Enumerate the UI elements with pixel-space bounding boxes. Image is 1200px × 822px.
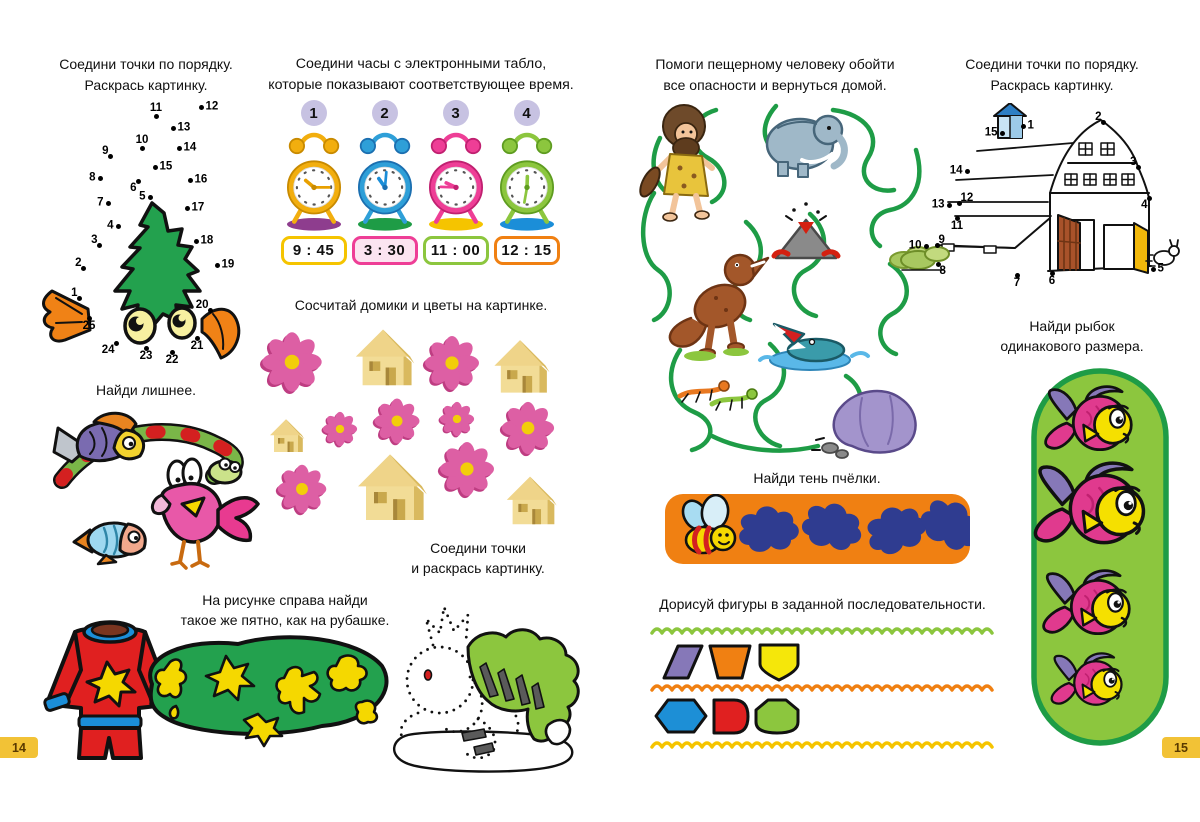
title-find-fish xyxy=(952,316,1192,357)
display-time: 3 : 30 xyxy=(363,242,406,259)
title-line: Дорисуй фигуры в заданной последовательности. xyxy=(659,596,986,612)
dot-3[interactable]: 3 xyxy=(97,243,102,248)
dinosaur xyxy=(670,255,768,364)
stain-small[interactable] xyxy=(356,701,377,724)
house[interactable] xyxy=(350,448,430,528)
shape-parallelogram-purple[interactable] xyxy=(664,646,702,678)
dot-7[interactable]: 7 xyxy=(106,201,111,206)
shadow-layer[interactable] xyxy=(739,494,970,560)
dot-to-dot-puzzle-left[interactable] xyxy=(30,95,260,367)
title-maze xyxy=(622,54,928,96)
digital-display-4[interactable] xyxy=(494,236,560,265)
clock-column-2 xyxy=(349,100,420,265)
shape-shield-yellow[interactable] xyxy=(760,645,798,680)
clock-number-badge: 2 xyxy=(372,100,398,126)
dot-4[interactable]: 4 xyxy=(116,224,121,229)
title-count-houses xyxy=(258,295,584,316)
wavy-line-yellow xyxy=(650,739,994,751)
bee xyxy=(678,494,735,553)
title-line: и раскрась картинку. xyxy=(411,560,545,577)
title-line: Помоги пещерному человеку обойти xyxy=(655,56,895,72)
clock-number-badge: 3 xyxy=(443,100,469,126)
clock-column-3 xyxy=(420,100,491,265)
clock-column-4 xyxy=(491,100,562,265)
dotted-creature-picture[interactable] xyxy=(378,585,593,775)
dot-15[interactable]: 15 xyxy=(1000,131,1005,136)
dot-25[interactable]: 25 xyxy=(87,316,92,321)
title-line: Найди лишнее. xyxy=(95,382,196,398)
title-line: Соедини точки xyxy=(430,540,526,556)
title-dot-to-dot-right xyxy=(928,54,1176,96)
dot-2[interactable]: 2 xyxy=(1101,120,1106,125)
dot-10[interactable]: 10 xyxy=(924,244,929,249)
title-sequence xyxy=(650,594,995,615)
bee-shadow-picture[interactable] xyxy=(665,494,970,564)
house[interactable] xyxy=(349,324,417,392)
stain-splat[interactable] xyxy=(244,714,282,746)
house[interactable] xyxy=(266,416,306,456)
title-line: такое же пятно, как на рубашке. xyxy=(180,612,390,629)
yellow-door xyxy=(1104,223,1148,273)
dot-11[interactable]: 11 xyxy=(955,216,960,221)
dot-6[interactable]: 6 xyxy=(136,179,141,184)
bee-shadow-sym-2[interactable] xyxy=(798,496,869,558)
shape-trapezoid-orange[interactable] xyxy=(710,646,750,678)
connect-lines xyxy=(936,143,1073,248)
rock xyxy=(812,391,916,458)
title-line: Соедини точки по порядку. xyxy=(965,56,1139,72)
dot-2[interactable]: 2 xyxy=(81,266,86,271)
dot-1[interactable]: 1 xyxy=(77,296,82,301)
dot-8[interactable]: 8 xyxy=(936,262,941,267)
crocodile xyxy=(760,324,868,370)
display-time: 12 : 15 xyxy=(501,242,552,259)
dot-18[interactable]: 18 xyxy=(194,239,199,244)
dot-6[interactable]: 6 xyxy=(1050,271,1055,276)
alarm-clock-1[interactable] xyxy=(278,130,350,234)
dot-3[interactable]: 3 xyxy=(1136,165,1141,170)
clock-number-badge: 4 xyxy=(514,100,540,126)
title-connect-color xyxy=(378,538,578,579)
houses-flowers-picture[interactable] xyxy=(255,316,590,548)
dot-11[interactable]: 11 xyxy=(154,114,159,119)
dot-12[interactable]: 12 xyxy=(199,105,204,110)
wavy-line-green xyxy=(650,625,994,637)
title-line: Соедини точки по порядку. xyxy=(59,56,233,72)
alarm-clock-2[interactable] xyxy=(349,130,421,234)
title-line: Найди тень пчёлки. xyxy=(753,470,881,486)
display-time: 11 : 00 xyxy=(430,242,481,259)
clock-column-1 xyxy=(278,100,349,265)
title-line: Раскрась картинку. xyxy=(990,77,1114,93)
flower[interactable] xyxy=(499,399,557,457)
dot-24[interactable]: 24 xyxy=(114,341,119,346)
shape-hexagon-green[interactable] xyxy=(756,700,798,733)
dot-16[interactable]: 16 xyxy=(188,178,193,183)
lizards xyxy=(680,381,757,410)
dot-5[interactable]: 5 xyxy=(148,195,153,200)
digital-display-2[interactable] xyxy=(352,236,418,265)
title-line: Соедини часы с электронными табло, xyxy=(295,56,547,72)
flower[interactable] xyxy=(321,410,359,448)
flower[interactable] xyxy=(438,400,476,438)
clocks-row xyxy=(278,100,562,265)
bee-shadow-sym-1[interactable] xyxy=(739,506,799,551)
dot-1[interactable]: 1 xyxy=(1021,124,1026,129)
mammoth xyxy=(767,116,844,177)
dot-5[interactable]: 5 xyxy=(1151,267,1156,272)
title-line: все опасности и вернуться домой. xyxy=(663,77,887,93)
shape-square-red[interactable] xyxy=(714,700,748,733)
flower[interactable] xyxy=(372,396,422,446)
dot-9[interactable]: 9 xyxy=(108,154,113,159)
alarm-clock-3[interactable] xyxy=(420,130,492,234)
title-line: Сосчитай домики и цветы на картинке. xyxy=(294,297,548,313)
page-number-right: 15 xyxy=(1162,737,1200,758)
turret xyxy=(994,103,1026,138)
sequence-shapes[interactable] xyxy=(650,640,995,740)
dot-to-dot-puzzle-right[interactable] xyxy=(898,103,1188,298)
clock-number-badge: 1 xyxy=(301,100,327,126)
maze[interactable] xyxy=(628,98,928,463)
dot-20[interactable]: 20 xyxy=(208,308,213,313)
title-bee-shadow xyxy=(672,468,962,489)
display-time: 9 : 45 xyxy=(292,242,335,259)
dot-12[interactable]: 12 xyxy=(957,201,962,206)
dot-4[interactable]: 4 xyxy=(1147,196,1152,201)
right-fin xyxy=(202,309,239,358)
title-line: Найди рыбок xyxy=(1029,318,1115,334)
title-clocks xyxy=(258,54,584,97)
left-fin xyxy=(44,291,91,341)
find-odd-picture[interactable] xyxy=(32,400,262,600)
dot-14[interactable]: 14 xyxy=(965,169,970,174)
dot-9[interactable]: 9 xyxy=(935,243,940,248)
shape-hexagon-blue[interactable] xyxy=(656,700,706,732)
stains-picture[interactable] xyxy=(130,622,395,752)
dot-13[interactable]: 13 xyxy=(171,126,176,131)
dot-17[interactable]: 17 xyxy=(185,206,190,211)
flower[interactable] xyxy=(259,329,325,395)
dot-10[interactable]: 10 xyxy=(140,146,145,151)
fish-panel[interactable] xyxy=(1018,367,1183,749)
flower[interactable] xyxy=(437,439,497,499)
dot-21[interactable]: 21 xyxy=(195,336,200,341)
digital-display-3[interactable] xyxy=(423,236,489,265)
title-line: Раскрась картинку. xyxy=(84,77,208,93)
bee-shadow-sym-3[interactable] xyxy=(862,500,931,559)
digital-display-1[interactable] xyxy=(281,236,347,265)
brown-door xyxy=(1058,215,1094,270)
title-line: На рисунке справа найди xyxy=(202,592,368,608)
dot-15[interactable]: 15 xyxy=(153,165,158,170)
page-number-left: 14 xyxy=(0,737,38,758)
dot-13[interactable]: 13 xyxy=(947,203,952,208)
title-line: одинакового размера. xyxy=(1000,338,1144,355)
dot-22[interactable]: 22 xyxy=(170,350,175,355)
flower[interactable] xyxy=(275,462,329,516)
dot-7[interactable]: 7 xyxy=(1015,273,1020,278)
dot-14[interactable]: 14 xyxy=(177,146,182,151)
purple-fish[interactable] xyxy=(54,413,144,462)
dot-8[interactable]: 8 xyxy=(98,176,103,181)
title-find-odd xyxy=(28,380,264,401)
dot-19[interactable]: 19 xyxy=(215,263,220,268)
dot-23[interactable]: 23 xyxy=(144,346,149,351)
flower[interactable] xyxy=(422,333,482,393)
title-line: которые показывают соответствующее время. xyxy=(268,77,574,94)
bee-shadow-panel xyxy=(665,494,970,564)
title-dot-to-dot-left xyxy=(28,54,264,96)
house[interactable] xyxy=(488,335,552,399)
alarm-clock-4[interactable] xyxy=(491,130,563,234)
small-fish[interactable] xyxy=(74,523,145,564)
house[interactable] xyxy=(501,472,559,530)
volcano xyxy=(774,202,838,258)
